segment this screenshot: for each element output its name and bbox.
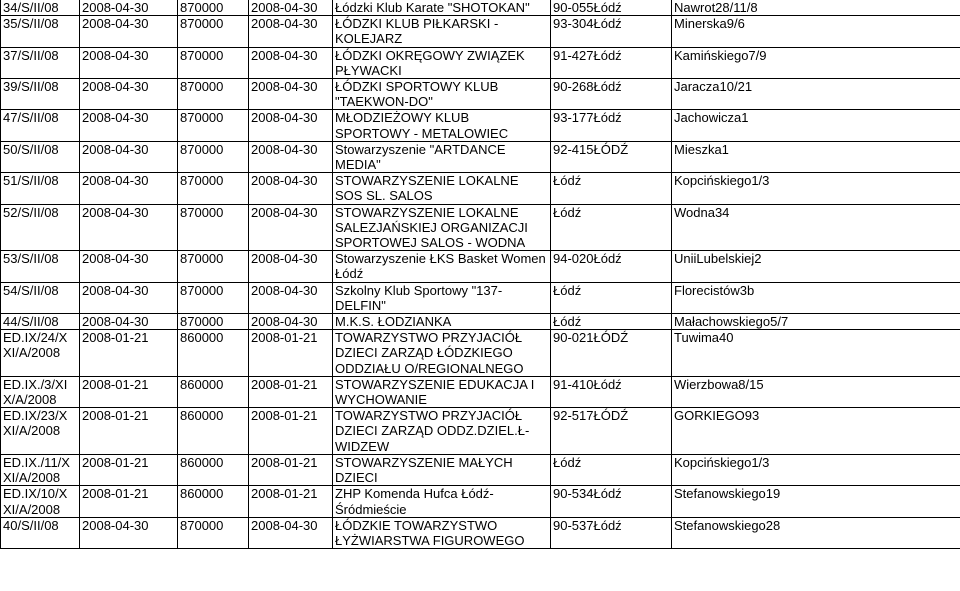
decision-date: 2008-04-30: [249, 79, 333, 110]
table-row: [1, 314, 960, 330]
postal-city: 90-534Łódź: [551, 486, 672, 517]
decision-date: 2008-04-30: [249, 251, 333, 282]
organization-name: STOWARZYSZENIE LOKALNE SOS SL. SALOS: [333, 173, 551, 204]
decision-date: 2008-01-21: [249, 376, 333, 407]
street-address: Nawrot28/11/8: [672, 0, 960, 16]
code: 870000: [178, 173, 249, 204]
decision-date: 2008-04-30: [249, 141, 333, 172]
decision-date: 2008-04-30: [249, 110, 333, 141]
decision-date: 2008-04-30: [249, 173, 333, 204]
decision-date: 2008-04-30: [249, 282, 333, 313]
postal-city: Łódź: [551, 204, 672, 251]
registration-date: 2008-01-21: [80, 330, 178, 377]
decision-date: 2008-01-21: [249, 330, 333, 377]
organization-name: Stowarzyszenie ŁKS Basket Women Łódź: [333, 251, 551, 282]
code: 870000: [178, 517, 249, 548]
registration-date: 2008-04-30: [80, 0, 178, 16]
table-row: [1, 110, 960, 141]
organization-name: MŁODZIEŻOWY KLUB SPORTOWY - METALOWIEC: [333, 110, 551, 141]
organization-name: STOWARZYSZENIE LOKALNE SALEZJAŃSKIEJ ORGANIZACJI SPORTOWEJ SALOS - WODNA: [333, 204, 551, 251]
postal-city: 90-537Łódź: [551, 517, 672, 548]
street-address: Kopcińskiego1/3: [672, 173, 960, 204]
postal-city: 90-055Łódź: [551, 0, 672, 16]
postal-city: 90-021ŁÓDŹ: [551, 330, 672, 377]
entry-id: 54/S/II/08: [1, 282, 80, 313]
organization-name: ŁÓDZKI SPORTOWY KLUB "TAEKWON-DO": [333, 79, 551, 110]
decision-date: 2008-04-30: [249, 16, 333, 47]
entry-id: 53/S/II/08: [1, 251, 80, 282]
entry-id: 52/S/II/08: [1, 204, 80, 251]
registration-date: 2008-04-30: [80, 517, 178, 548]
street-address: Jachowicza1: [672, 110, 960, 141]
organization-name: M.K.S. ŁODZIANKA: [333, 314, 551, 330]
table-row: [1, 79, 960, 110]
code: 870000: [178, 110, 249, 141]
table-row: [1, 486, 960, 517]
entry-id: 50/S/II/08: [1, 141, 80, 172]
table-row: [1, 282, 960, 313]
organization-name: TOWARZYSTWO PRZYJACIÓŁ DZIECI ZARZĄD ODDZ.DZIEL.Ł-WIDZEW: [333, 408, 551, 455]
street-address: UniiLubelskiej2: [672, 251, 960, 282]
registration-date: 2008-04-30: [80, 173, 178, 204]
registration-date: 2008-04-30: [80, 251, 178, 282]
entry-id: 44/S/II/08: [1, 314, 80, 330]
table-row: [1, 408, 960, 455]
decision-date: 2008-04-30: [249, 47, 333, 78]
code: 870000: [178, 314, 249, 330]
street-address: Mieszka1: [672, 141, 960, 172]
entry-id: 51/S/II/08: [1, 173, 80, 204]
entry-id: ED.IX./11/X XI/A/2008: [1, 454, 80, 485]
code: 870000: [178, 47, 249, 78]
organization-name: STOWARZYSZENIE MAŁYCH DZIECI: [333, 454, 551, 485]
street-address: Wodna34: [672, 204, 960, 251]
street-address: GORKIEGO93: [672, 408, 960, 455]
registration-date: 2008-01-21: [80, 408, 178, 455]
registration-date: 2008-04-30: [80, 204, 178, 251]
street-address: Stefanowskiego28: [672, 517, 960, 548]
organization-name: ŁÓDZKIE TOWARZYSTWO ŁYŻWIARSTWA FIGUROWEGO: [333, 517, 551, 548]
table-row: [1, 0, 960, 16]
code: 870000: [178, 0, 249, 16]
registration-date: 2008-04-30: [80, 282, 178, 313]
entry-id: ED.IX/10/X XI/A/2008: [1, 486, 80, 517]
street-address: Wierzbowa8/15: [672, 376, 960, 407]
entry-id: 40/S/II/08: [1, 517, 80, 548]
registration-date: 2008-01-21: [80, 376, 178, 407]
table-row: [1, 376, 960, 407]
organization-name: Szkolny Klub Sportowy "137-DELFIN": [333, 282, 551, 313]
postal-city: Łódź: [551, 454, 672, 485]
organization-name: Stowarzyszenie "ARTDANCE MEDIA": [333, 141, 551, 172]
table-row: [1, 173, 960, 204]
registration-date: 2008-01-21: [80, 454, 178, 485]
code: 870000: [178, 251, 249, 282]
code: 860000: [178, 408, 249, 455]
code: 860000: [178, 376, 249, 407]
organization-name: ZHP Komenda Hufca Łódź-Śródmieście: [333, 486, 551, 517]
decision-date: 2008-04-30: [249, 517, 333, 548]
organization-name: STOWARZYSZENIE EDUKACJA I WYCHOWANIE: [333, 376, 551, 407]
entry-id: ED.IX/24/X XI/A/2008: [1, 330, 80, 377]
postal-city: 94-020Łódź: [551, 251, 672, 282]
organization-name: Łódzki Klub Karate "SHOTOKAN": [333, 0, 551, 16]
postal-city: Łódź: [551, 282, 672, 313]
street-address: Kamińskiego7/9: [672, 47, 960, 78]
street-address: Tuwima40: [672, 330, 960, 377]
entry-id: 39/S/II/08: [1, 79, 80, 110]
entry-id: 37/S/II/08: [1, 47, 80, 78]
decision-date: 2008-04-30: [249, 314, 333, 330]
entry-id: ED.IX./3/XI X/A/2008: [1, 376, 80, 407]
registration-date: 2008-04-30: [80, 79, 178, 110]
postal-city: 92-517ŁÓDŹ: [551, 408, 672, 455]
table-row: [1, 16, 960, 47]
street-address: Małachowskiego5/7: [672, 314, 960, 330]
postal-city: 92-415ŁÓDŹ: [551, 141, 672, 172]
code: 870000: [178, 204, 249, 251]
entry-id: 35/S/II/08: [1, 16, 80, 47]
table-row: [1, 330, 960, 377]
organization-name: TOWARZYSTWO PRZYJACIÓŁ DZIECI ZARZĄD ŁÓDZKIEGO ODDZIAŁU O/REGIONALNEGO: [333, 330, 551, 377]
code: 870000: [178, 79, 249, 110]
postal-city: 93-177Łódź: [551, 110, 672, 141]
registration-date: 2008-04-30: [80, 16, 178, 47]
decision-date: 2008-01-21: [249, 486, 333, 517]
postal-city: Łódź: [551, 314, 672, 330]
street-address: Stefanowskiego19: [672, 486, 960, 517]
street-address: Minerska9/6: [672, 16, 960, 47]
postal-city: 90-268Łódź: [551, 79, 672, 110]
entry-id: 47/S/II/08: [1, 110, 80, 141]
entry-id: 34/S/II/08: [1, 0, 80, 16]
postal-city: 91-410Łódź: [551, 376, 672, 407]
table-row: [1, 251, 960, 282]
code: 870000: [178, 282, 249, 313]
registration-date: 2008-04-30: [80, 314, 178, 330]
table-row: [1, 454, 960, 485]
decision-date: 2008-04-30: [249, 204, 333, 251]
registration-date: 2008-04-30: [80, 110, 178, 141]
table-row: [1, 141, 960, 172]
table-row: [1, 517, 960, 548]
registration-date: 2008-04-30: [80, 141, 178, 172]
table-row: [1, 47, 960, 78]
decision-date: 2008-01-21: [249, 408, 333, 455]
table-row: [1, 204, 960, 251]
postal-city: 93-304Łódź: [551, 16, 672, 47]
decision-date: 2008-01-21: [249, 454, 333, 485]
registration-date: 2008-01-21: [80, 486, 178, 517]
code: 860000: [178, 330, 249, 377]
street-address: Jaracza10/21: [672, 79, 960, 110]
registration-date: 2008-04-30: [80, 47, 178, 78]
code: 870000: [178, 141, 249, 172]
code: 860000: [178, 454, 249, 485]
code: 870000: [178, 16, 249, 47]
street-address: Florecistów3b: [672, 282, 960, 313]
entry-id: ED.IX/23/X XI/A/2008: [1, 408, 80, 455]
street-address: Kopcińskiego1/3: [672, 454, 960, 485]
code: 860000: [178, 486, 249, 517]
postal-city: Łódź: [551, 173, 672, 204]
postal-city: 91-427Łódź: [551, 47, 672, 78]
organization-name: ŁÓDZKI OKRĘGOWY ZWIĄZEK PŁYWACKI: [333, 47, 551, 78]
decision-date: 2008-04-30: [249, 0, 333, 16]
organization-name: ŁÓDZKI KLUB PIŁKARSKI - KOLEJARZ: [333, 16, 551, 47]
